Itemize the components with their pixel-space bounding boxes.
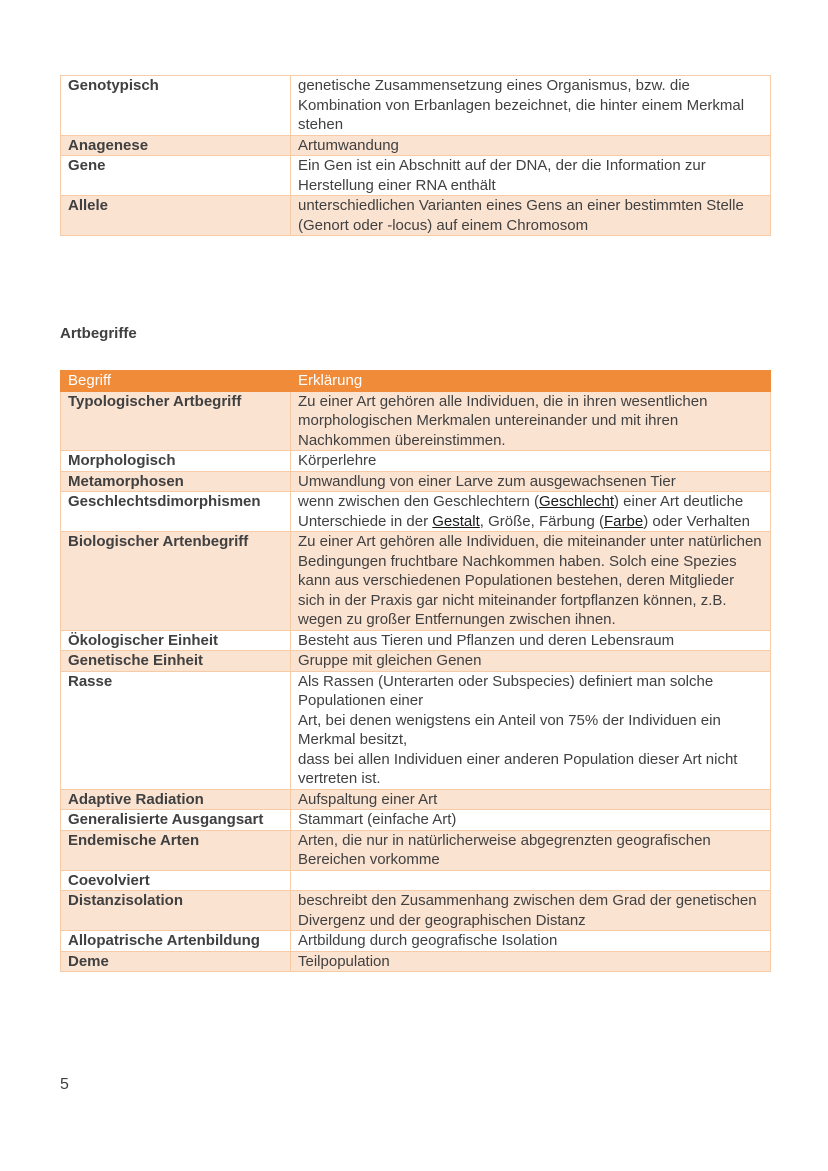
term-cell: Morphologisch — [61, 451, 291, 472]
table-row — [61, 951, 771, 972]
definition-cell: Umwandlung von einer Larve zum ausgewachsenen Tier — [291, 471, 771, 492]
table-row — [61, 492, 771, 532]
table-row — [61, 789, 771, 810]
table-row — [61, 870, 771, 891]
term-cell: Rasse — [61, 671, 291, 789]
table-row — [61, 671, 771, 789]
link-gestalt[interactable]: Gestalt — [432, 512, 480, 530]
term-cell: Gene — [61, 156, 291, 196]
definition-text: ) einer Art deutliche Unterschiede in der — [298, 493, 744, 530]
link-geschlecht[interactable]: Geschlecht — [538, 493, 615, 510]
definition-cell — [291, 671, 771, 789]
table-row — [61, 391, 771, 451]
definition-cell: Ein Gen ist ein Abschnitt auf der DNA, der die Information zur Herstellung einer RNA enthält — [291, 156, 771, 196]
definition-cell: Artbildung durch geografische Isolation — [291, 931, 771, 952]
definition-cell — [291, 492, 771, 532]
term-cell: Generalisierte Ausgangsart — [61, 810, 291, 831]
term-cell: Coevolviert — [61, 870, 291, 891]
term-cell: Metamorphosen — [61, 471, 291, 492]
definition-line: Art, bei denen wenigstens ein Anteil von 75% der Individuen ein Merkmal besitzt, — [298, 711, 721, 748]
definition-cell: Arten, die nur in natürlicherweise abgegrenzten geografischen Bereichen vorkomme — [291, 830, 771, 870]
definition-cell: Stammart (einfache Art) — [291, 810, 771, 831]
table-row — [61, 931, 771, 952]
definition-text: ) oder Verhalten — [643, 512, 750, 530]
table-row — [61, 451, 771, 472]
section-heading: Artbegriffe — [60, 325, 137, 342]
term-cell: Biologischer Artenbegriff — [61, 532, 291, 631]
table-row — [61, 471, 771, 492]
definition-cell: Gruppe mit gleichen Genen — [291, 651, 771, 672]
term-cell: Genotypisch — [61, 76, 291, 136]
definition-cell: beschreibt den Zusammenhang zwischen dem Grad der genetischen Divergenz und der geographischen Distanz — [291, 891, 771, 931]
column-header-definition: Erklärung — [291, 371, 771, 392]
definition-cell — [291, 870, 771, 891]
definition-cell: genetische Zusammensetzung eines Organismus, bzw. die Kombination von Erbanlagen bezeichnet, die hinter einem Merkmal stehen — [291, 76, 771, 136]
table-row — [61, 532, 771, 631]
table-row — [61, 830, 771, 870]
definition-cell: Zu einer Art gehören alle Individuen, die miteinander unter natürlichen Bedingungen fruchtbare Nachkommen haben. Solch eine Spezies kann aus verschiedenen Populationen bestehen, deren Mitglieder sich in der Praxis gar nicht miteinander fortpflanzen können, z.B. wegen zu großer Entfernungen zwischen ihnen. — [291, 532, 771, 631]
term-cell: Allele — [61, 196, 291, 236]
species-concepts-table — [60, 370, 771, 972]
term-cell: Typologischer Artbegriff — [61, 391, 291, 451]
table-row — [61, 651, 771, 672]
definition-text: , Größe, Färbung ( — [479, 512, 604, 530]
table-row — [61, 76, 771, 136]
table-row — [61, 630, 771, 651]
definition-cell: Aufspaltung einer Art — [291, 789, 771, 810]
table-row — [61, 196, 771, 236]
page-number: 5 — [60, 1076, 69, 1093]
column-header-term: Begriff — [61, 371, 291, 392]
definition-cell: Teilpopulation — [291, 951, 771, 972]
term-cell: Geschlechtsdimorphismen — [61, 492, 291, 532]
table-row — [61, 810, 771, 831]
definition-cell: Besteht aus Tieren und Pflanzen und deren Lebensraum — [291, 630, 771, 651]
link-farbe[interactable]: Farbe — [604, 512, 644, 530]
term-cell: Distanzisolation — [61, 891, 291, 931]
term-cell: Allopatrische Artenbildung — [61, 931, 291, 952]
term-cell: Anagenese — [61, 135, 291, 156]
definition-cell: Körperlehre — [291, 451, 771, 472]
term-cell: Endemische Arten — [61, 830, 291, 870]
table-row — [61, 135, 771, 156]
genetics-glossary-table — [60, 75, 771, 236]
definition-cell: unterschiedlichen Varianten eines Gens an einer bestimmten Stelle (Genort oder -locus) auf einem Chromosom — [291, 196, 771, 236]
definition-cell: Artumwandung — [291, 135, 771, 156]
term-cell: Adaptive Radiation — [61, 789, 291, 810]
definition-cell: Zu einer Art gehören alle Individuen, die in ihren wesentlichen morphologischen Merkmalen untereinander und mit ihren Nachkommen übereinstimmen. — [291, 391, 771, 451]
definition-line: dass bei allen Individuen einer anderen Population dieser Art nicht vertreten ist. — [298, 750, 738, 787]
definition-text: wenn zwischen den Geschlechtern ( — [298, 493, 539, 510]
term-cell: Deme — [61, 951, 291, 972]
definition-line: Als Rassen (Unterarten oder Subspecies) definiert man solche Populationen einer — [298, 672, 714, 709]
table-header-row — [61, 371, 771, 392]
table-row — [61, 156, 771, 196]
term-cell: Ökologischer Einheit — [61, 630, 291, 651]
table-row — [61, 891, 771, 931]
term-cell: Genetische Einheit — [61, 651, 291, 672]
